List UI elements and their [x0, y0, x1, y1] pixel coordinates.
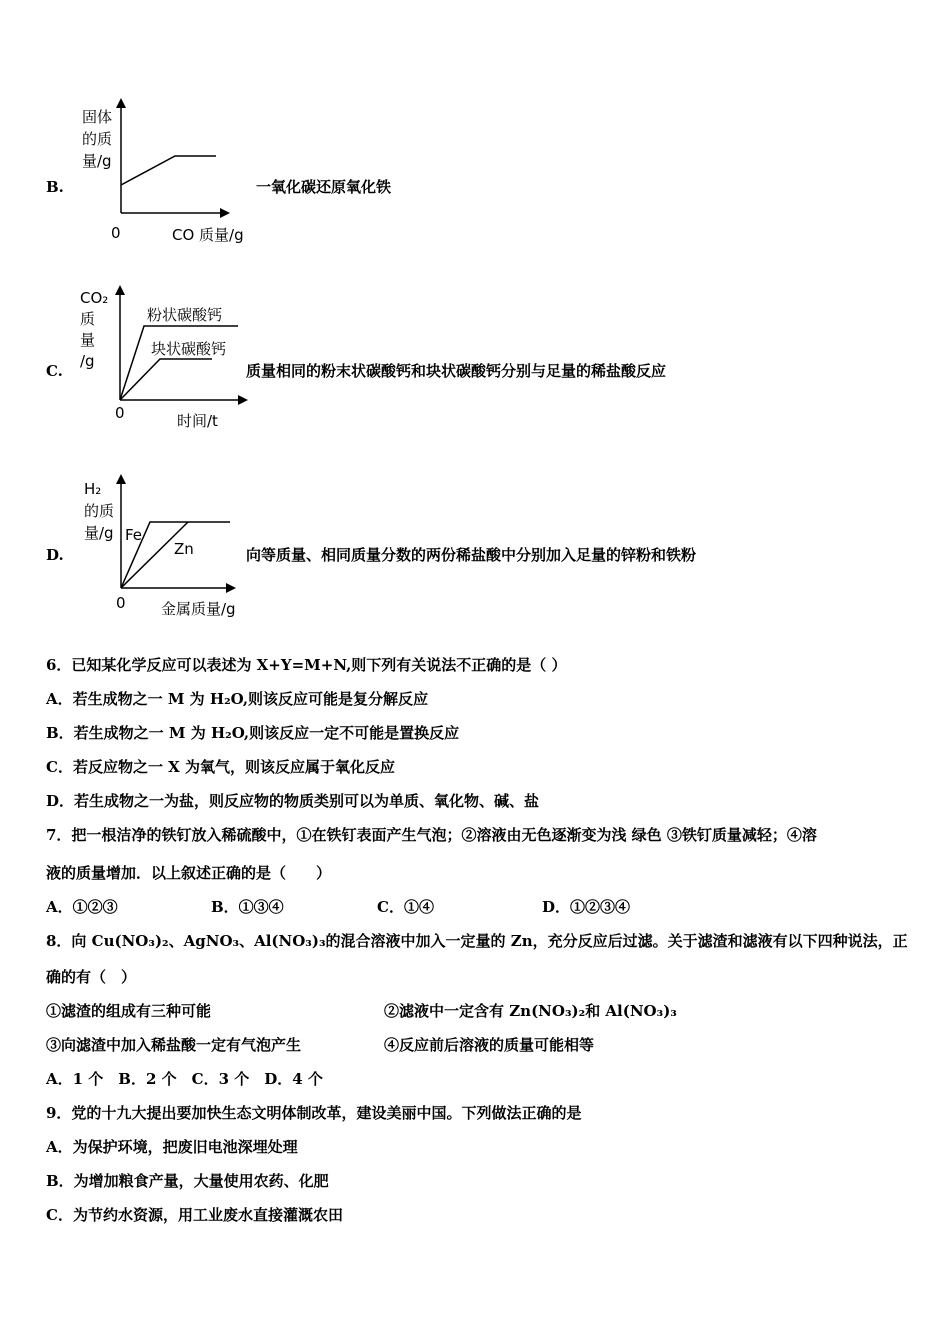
q6-option-b: B．若生成物之一 M 为 H₂O,则该反应一定不可能是置换反应	[46, 724, 460, 742]
q7-option-a: A．①②③	[46, 898, 118, 916]
graph-c-x-arrow	[238, 395, 248, 405]
option-c-letter: C.	[46, 362, 63, 380]
q7-stem-line2: 液的质量增加．以上叙述正确的是（ ）	[46, 864, 332, 882]
q6-stem: 6．已知某化学反应可以表述为 X+Y=M+N,则下列有关说法不正确的是（ ）	[46, 656, 567, 674]
graph-c-origin: 0	[115, 404, 125, 422]
graph-c-powder-label: 粉状碳酸钙	[147, 306, 223, 324]
graph-b-plot	[100, 96, 250, 226]
q6-option-a: A．若生成物之一 M 为 H₂O,则该反应可能是复分解反应	[46, 690, 429, 708]
graph-c-block-label: 块状碳酸钙	[151, 340, 227, 358]
q8-statement-3: ③向滤渣中加入稀盐酸一定有气泡产生	[46, 1036, 302, 1054]
graph-b-curve	[121, 156, 216, 185]
q9-option-c: C．为节约水资源，用工业废水直接灌溉农田	[46, 1206, 343, 1224]
q7-stem-line1: 7．把一根洁净的铁钉放入稀硫酸中，①在铁钉表面产生气泡；②溶液由无色逐渐变为浅 绿色 ③铁钉质量减轻；④溶	[46, 826, 817, 844]
q9-option-a: A．为保护环境，把废旧电池深埋处理	[46, 1138, 298, 1156]
graph-c-x-label: 时间/t	[177, 412, 218, 430]
q9-option-b: B．为增加粮食产量，大量使用农药、化肥	[46, 1172, 329, 1190]
graph-b-description: 一氧化碳还原氧化铁	[256, 178, 392, 196]
graph-c-y-label: CO₂ 质 量 /g	[80, 289, 109, 370]
q8-options: A．1 个 B．2 个 C．3 个 D．4 个	[46, 1070, 323, 1088]
graph-b-origin: 0	[111, 224, 121, 242]
q8-stem-line1: 8．向 Cu(NO₃)₂、AgNO₃、Al(NO₃)₃的混合溶液中加入一定量的 Zn，充分反应后过滤。关于滤渣和滤液有以下四种说法，正	[46, 932, 908, 950]
q8-statement-2: ②滤液中一定含有 Zn(NO₃)₂和 Al(NO₃)₃	[384, 1002, 677, 1020]
q7-option-c: C．①④	[377, 898, 434, 916]
option-d-letter: D.	[46, 546, 64, 564]
graph-c-description: 质量相同的粉末状碳酸钙和块状碳酸钙分别与足量的稀盐酸反应	[246, 362, 667, 380]
graph-d-plot	[100, 472, 250, 597]
graph-b-x-label: CO 质量/g	[172, 226, 244, 244]
q7-option-b: B．①③④	[211, 898, 284, 916]
q7-option-d: D．①②③④	[542, 898, 631, 916]
graph-d-x-arrow	[226, 583, 236, 593]
graph-d-x-label: 金属质量/g	[161, 600, 236, 618]
graph-d-description: 向等质量、相同质量分数的两份稀盐酸中分别加入足量的锌粉和铁粉	[246, 546, 697, 564]
option-b-letter: B.	[46, 178, 64, 196]
graph-b-x-arrow	[220, 208, 230, 218]
q6-option-c: C．若反应物之一 X 为氧气，则该反应属于氧化反应	[46, 758, 396, 776]
graph-c-block-curve	[120, 359, 212, 400]
graph-d-fe-label: Fe	[125, 526, 143, 544]
graph-b-y-arrow	[116, 98, 126, 108]
q8-stem-line2: 确的有（ ）	[46, 968, 137, 986]
q6-option-d: D．若生成物之一为盐，则反应物的物质类别可以为单质、氧化物、碱、盐	[46, 792, 540, 810]
graph-b-y-label: 固体 的质 量/g	[82, 108, 113, 170]
q9-stem: 9．党的十九大提出要加快生态文明体制改革，建设美丽中国。下列做法正确的是	[46, 1104, 582, 1122]
q8-statement-1: ①滤渣的组成有三种可能	[46, 1002, 212, 1020]
graph-d-y-label: H₂ 的质 量/g	[84, 480, 115, 542]
q8-statement-4: ④反应前后溶液的质量可能相等	[384, 1036, 595, 1054]
graph-d-y-arrow	[116, 474, 126, 484]
graph-d-origin: 0	[116, 594, 126, 612]
graph-c-y-arrow	[115, 285, 125, 295]
graph-d-zn-label: Zn	[174, 540, 194, 558]
